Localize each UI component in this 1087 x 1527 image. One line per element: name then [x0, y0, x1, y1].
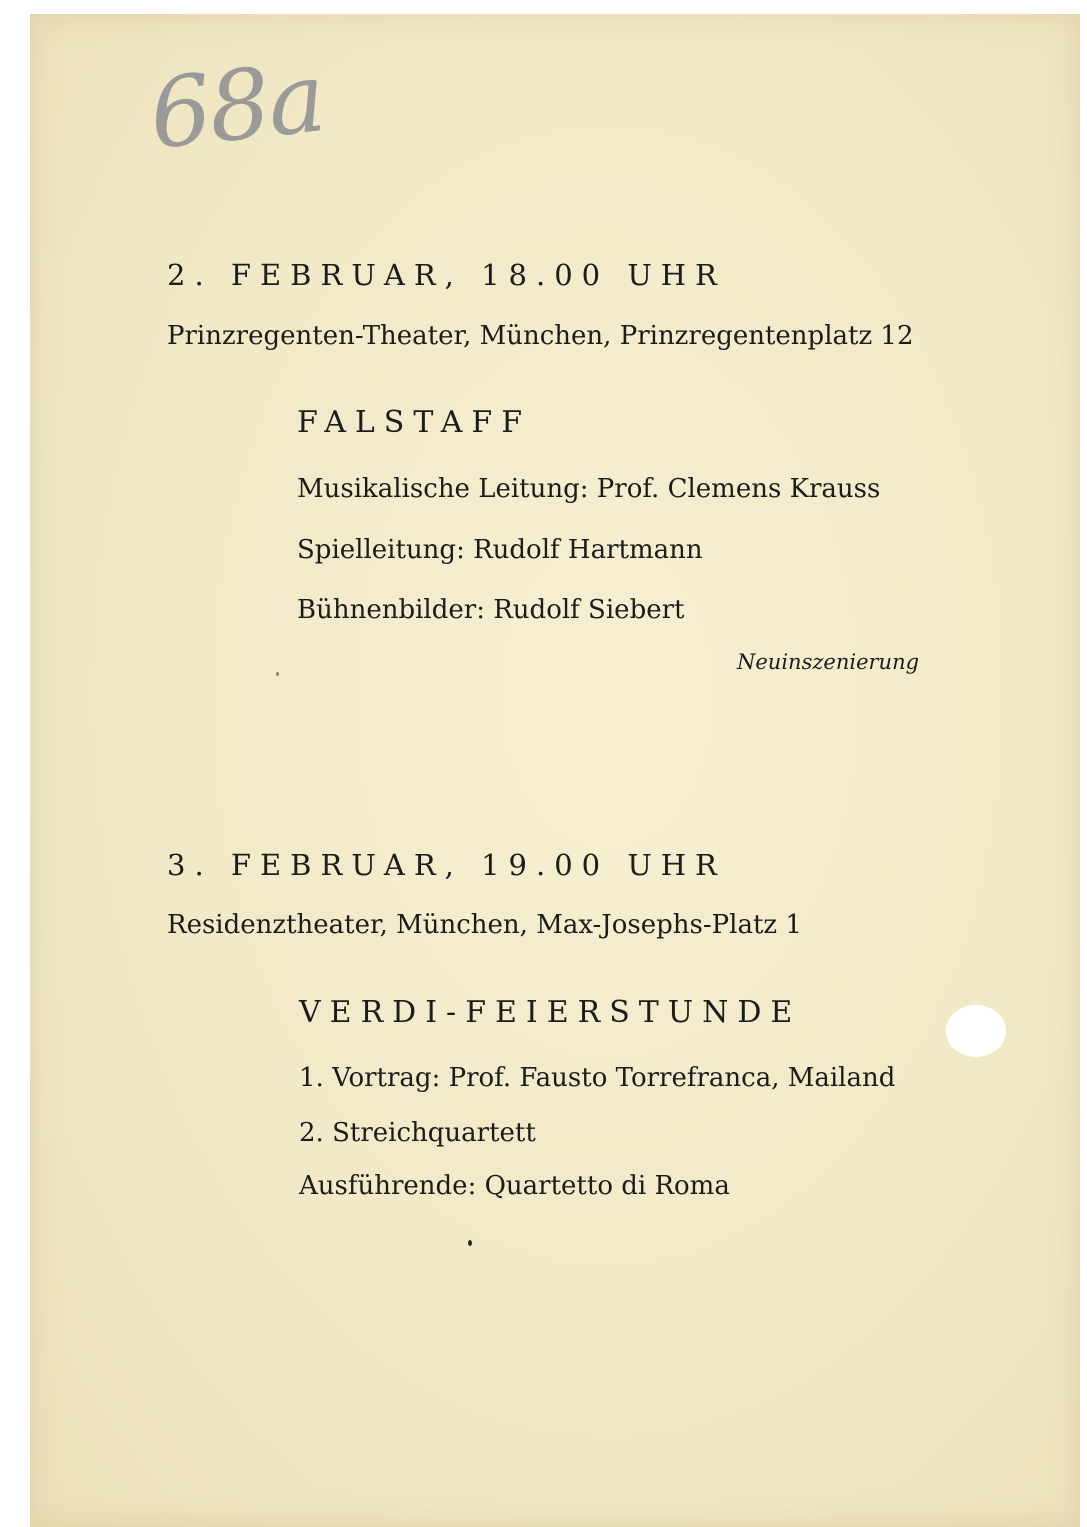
event1-line-stage-design: Bühnenbilder: Rudolf Siebert	[297, 595, 685, 625]
event2-title: VERDI-FEIERSTUNDE	[299, 995, 802, 1030]
handwritten-note: 68a	[144, 41, 329, 171]
paper-speck	[276, 672, 279, 676]
event1-title: FALSTAFF	[297, 405, 532, 440]
event2-line-lecture: 1. Vortrag: Prof. Fausto Torrefranca, Mailand	[299, 1063, 896, 1093]
event1-venue: Prinzregenten-Theater, München, Prinzregentenplatz 12	[167, 321, 914, 351]
event1-line-director: Spielleitung: Rudolf Hartmann	[297, 535, 703, 565]
event1-line-conductor: Musikalische Leitung: Prof. Clemens Krauss	[297, 474, 881, 504]
event2-venue: Residenztheater, München, Max-Josephs-Platz 1	[167, 910, 802, 940]
punch-hole	[946, 1005, 1006, 1057]
event2-line-quartet: 2. Streichquartett	[299, 1118, 536, 1148]
ink-speck	[468, 1240, 472, 1246]
event1-date: 2. FEBRUAR, 18.00 UHR	[167, 258, 726, 292]
event1-note: Neuinszenierung	[737, 650, 920, 674]
event2-date: 3. FEBRUAR, 19.00 UHR	[167, 848, 726, 882]
paper-sheet	[30, 14, 1080, 1527]
event2-line-performers: Ausführende: Quartetto di Roma	[299, 1171, 730, 1201]
